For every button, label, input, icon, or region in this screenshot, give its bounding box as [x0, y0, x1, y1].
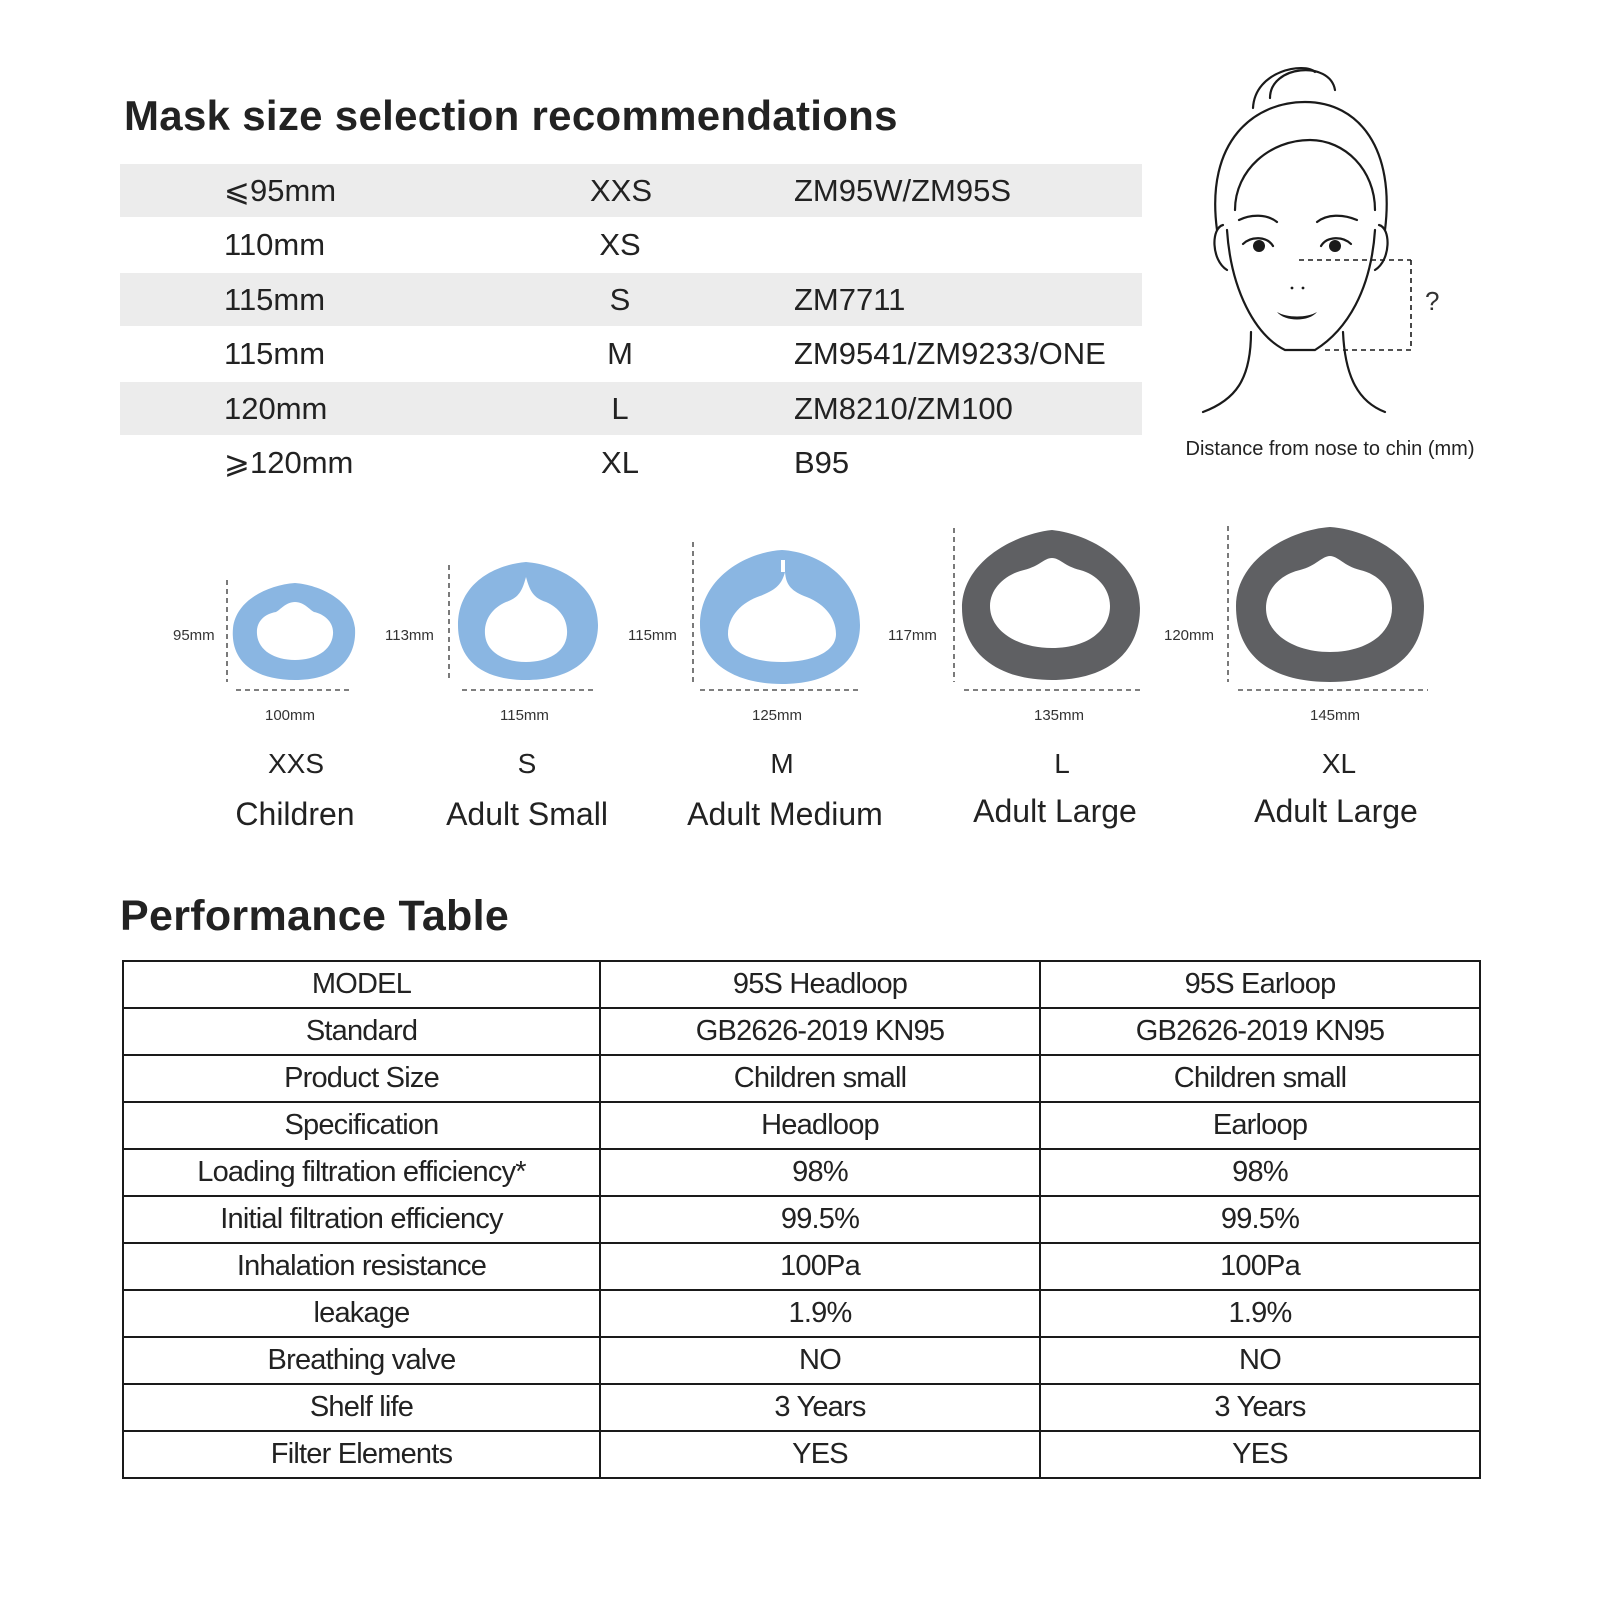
models-cell: B95 — [794, 445, 850, 480]
distance-cell: 115mm — [224, 281, 326, 317]
size-table — [120, 164, 1142, 491]
table-cell: YES — [600, 1431, 1040, 1478]
mask-diagram — [0, 500, 1600, 730]
mask-xxs — [173, 580, 355, 724]
mask-l-height: 117mm — [888, 627, 937, 644]
lips-icon — [1277, 312, 1317, 320]
size-cell: XXS — [590, 172, 653, 208]
table-cell: Standard — [123, 1008, 600, 1055]
face-illustration — [1175, 60, 1515, 450]
distance-cell: 115mm — [224, 336, 326, 371]
table-cell: Filter Elements — [123, 1431, 600, 1478]
mask-xl-shape — [1236, 527, 1424, 682]
table-cell: Loading filtration efficiency* — [123, 1149, 600, 1196]
distance-cell: ⩾120mm — [224, 445, 354, 480]
size-row — [120, 273, 1142, 326]
table-cell: Product Size — [123, 1055, 600, 1102]
mask-xl — [1164, 526, 1428, 724]
mask-xxs-height: 95mm — [173, 627, 215, 644]
table-cell: MODEL — [123, 961, 600, 1008]
table-cell: GB2626-2019 KN95 — [600, 1008, 1040, 1055]
performance-title: Performance Table — [120, 892, 510, 940]
size-row — [120, 217, 1142, 273]
size-cell: S — [609, 281, 631, 317]
distance-cell: 110mm — [224, 227, 326, 262]
mask-xxs-shape — [233, 583, 355, 680]
table-cell: GB2626-2019 KN95 — [1040, 1008, 1480, 1055]
table-row — [123, 1196, 1480, 1243]
mask-xl-width: 145mm — [1310, 707, 1361, 724]
table-cell: 95S Headloop — [600, 961, 1040, 1008]
table-row — [123, 1384, 1480, 1431]
mask-s-label: Adult Small — [446, 796, 608, 832]
face-question-mark: ? — [1425, 286, 1440, 316]
table-cell: 99.5% — [600, 1196, 1040, 1243]
table-row — [123, 1149, 1480, 1196]
size-cell: XS — [599, 227, 641, 262]
mask-m-label: Adult Medium — [687, 796, 883, 832]
mask-xl-code: XL — [1321, 748, 1357, 779]
mask-l-label: Adult Large — [973, 793, 1137, 829]
size-row — [120, 435, 1142, 491]
table-cell: NO — [600, 1337, 1040, 1384]
table-cell: Headloop — [600, 1102, 1040, 1149]
models-cell: ZM7711 — [794, 281, 906, 317]
table-row — [123, 1243, 1480, 1290]
size-row — [120, 326, 1142, 382]
table-cell: 100Pa — [1040, 1243, 1480, 1290]
face-caption: Distance from nose to chin (mm) — [1185, 438, 1475, 460]
table-row — [123, 961, 1480, 1008]
right-eye-icon — [1329, 240, 1341, 252]
size-cell: L — [611, 390, 629, 426]
mask-s-height: 113mm — [385, 627, 434, 644]
table-cell: NO — [1040, 1337, 1480, 1384]
table-cell: 1.9% — [1040, 1290, 1480, 1337]
size-row — [120, 382, 1142, 435]
table-row — [123, 1431, 1480, 1478]
table-cell: YES — [1040, 1431, 1480, 1478]
mask-s-width: 115mm — [500, 707, 549, 724]
mask-m-width: 125mm — [752, 707, 803, 724]
size-cell: M — [607, 336, 633, 371]
mask-l-width: 135mm — [1034, 707, 1085, 724]
mask-l-code: L — [1054, 748, 1070, 779]
mask-s — [385, 562, 598, 724]
size-cell: XL — [601, 445, 639, 480]
table-cell: 98% — [600, 1149, 1040, 1196]
size-section-title: Mask size selection recommendations — [124, 92, 898, 139]
performance-table — [122, 960, 1481, 1479]
table-row — [123, 1102, 1480, 1149]
table-cell: Breathing valve — [123, 1337, 600, 1384]
mask-xxs-label: Children — [235, 796, 355, 832]
table-cell: Specification — [123, 1102, 600, 1149]
table-cell: Children small — [1040, 1055, 1480, 1102]
table-cell: 99.5% — [1040, 1196, 1480, 1243]
distance-cell: ⩽95mm — [224, 172, 337, 208]
mask-s-shape — [458, 562, 598, 680]
table-row — [123, 1008, 1480, 1055]
models-cell: ZM9541/ZM9233/ONE — [794, 336, 1106, 371]
left-eye-icon — [1253, 240, 1265, 252]
size-row — [120, 164, 1142, 217]
table-cell: leakage — [123, 1290, 600, 1337]
table-row — [123, 1290, 1480, 1337]
table-cell: Earloop — [1040, 1102, 1480, 1149]
models-cell: ZM8210/ZM100 — [794, 390, 1013, 426]
table-cell: 3 Years — [1040, 1384, 1480, 1431]
table-cell: Children small — [600, 1055, 1040, 1102]
mask-m-shape — [700, 550, 860, 684]
mask-m — [628, 542, 860, 724]
table-row — [123, 1055, 1480, 1102]
models-cell: ZM95W/ZM95S — [794, 172, 1012, 208]
table-cell: 95S Earloop — [1040, 961, 1480, 1008]
table-cell: 98% — [1040, 1149, 1480, 1196]
table-cell: 3 Years — [600, 1384, 1040, 1431]
table-cell: Initial filtration efficiency — [123, 1196, 600, 1243]
distance-cell: 120mm — [224, 390, 328, 426]
mask-xxs-width: 100mm — [265, 707, 316, 724]
table-cell: Inhalation resistance — [123, 1243, 600, 1290]
mask-m-code: M — [770, 748, 794, 779]
mask-m-height: 115mm — [628, 627, 677, 644]
mask-s-code: S — [517, 748, 537, 779]
mask-l — [888, 528, 1140, 724]
table-cell: 1.9% — [600, 1290, 1040, 1337]
mask-xxs-code: XXS — [267, 748, 325, 779]
table-cell: 100Pa — [600, 1243, 1040, 1290]
mask-l-shape — [962, 530, 1140, 680]
mask-xl-height: 120mm — [1164, 627, 1215, 644]
table-row — [123, 1337, 1480, 1384]
table-cell: Shelf life — [123, 1384, 600, 1431]
mask-xl-label: Adult Large — [1254, 793, 1418, 829]
